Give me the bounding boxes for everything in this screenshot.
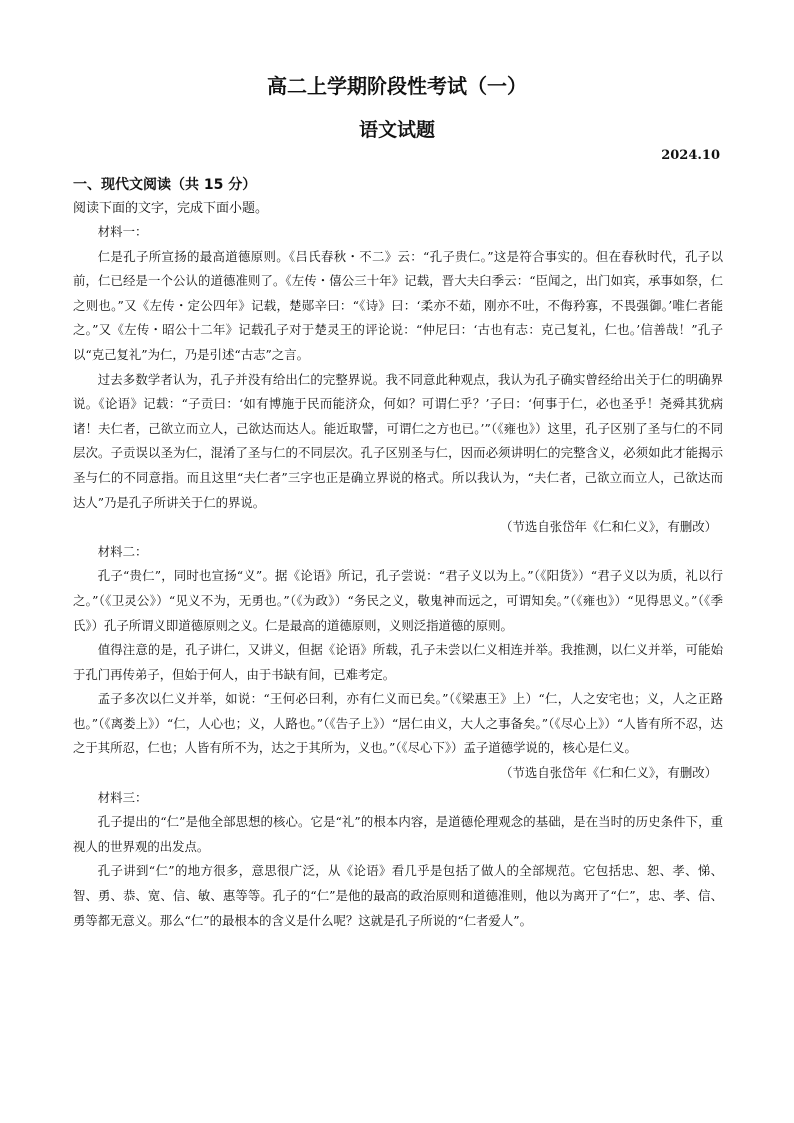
material-1-source: （节选自张岱年《仁和仁义》，有删改） <box>500 519 717 535</box>
section-heading: 一、现代文阅读（共 15 分） <box>73 177 257 193</box>
material-1-paragraph-2: 过去多数学者认为，孔子并没有给出仁的完整界说。我不同意此种观点，我认为孔子确实曾经给出关于仁的明确界说。《论语》记载：“子贡曰：‘如有博施于民而能济众，何如？可谓仁乎？’子曰：‘何事于仁，必也圣乎！尧舜其犹病诸！夫仁者，己欲立而立人，己欲达而达人。能近取譬，可谓仁之方也已。’”（《雍也》）这里，孔子区别了圣与仁的不同层次。子贡误以圣为仁，混淆了圣与仁的不同层次。孔子区别圣与仁，因而必须讲明仁的完整含义，必须如此才能揭示圣与仁的不同意指。而且这里“夫仁者”三字也正是确立界说的格式。所以我认为，“夫仁者，己欲立而立人，己欲达而达人”乃是孔子所讲关于仁的界说。 <box>73 371 723 510</box>
material-2-paragraph-1: 孔子“贵仁”，同时也宣扬“义”。据《论语》所记，孔子尝说：“君子义以为上。”（《阳货》）“君子义以为质，礼以行之。”（《卫灵公》）“见义不为，无勇也。”（《为政》）“务民之义，敬鬼神而远之，可谓知矣。”（《雍也》）“见得思义。”（《季氏》）孔子所谓义即道德原则之义。仁是最高的道德原则，义则泛指道德的原则。 <box>73 568 723 633</box>
material-1-label: 材料一： <box>97 224 148 239</box>
material-2-paragraph-3: 孟子多次以仁义并举，如说：“王何必曰利，亦有仁义而已矣。”（《梁惠王》上）“仁，人之安宅也；义，人之正路也。”（《离娄上》）“仁，人心也；义，人路也。”（《告子上》）“居仁由义，大人之事备矣。”（《尽心上》）“人皆有所不忍，达之于其所忍，仁也；人皆有所不为，达之于其所为，义也。”（《尽心下》）孟子道德学说的，核心是仁义。 <box>73 691 723 756</box>
section-instructions: 阅读下面的文字，完成下面小题。 <box>73 201 269 216</box>
material-2-paragraph-2: 值得注意的是，孔子讲仁，又讲义，但据《论语》所载，孔子未尝以仁义相连并举。我推测，以仁义并举，可能始于孔门再传弟子，但始于何人，由于书缺有间，已难考定。 <box>73 642 723 682</box>
material-3-paragraph-2: 孔子讲到“仁”的地方很多，意思很广泛，从《论语》看几乎是包括了做人的全部规范。它包括忠、恕、孝、悌、智、勇、恭、宽、信、敏、惠等等。孔子的“仁”是他的最高的政治原则和道德准则，他以为离开了“仁”，忠、孝、信、勇等都无意义。那么“仁”的最根本的含义是什么呢？这就是孔子所说的“仁者爱人”。 <box>73 863 723 928</box>
exam-title: 高二上学期阶段性考试（一） <box>267 74 527 98</box>
reading-passage <box>73 220 723 933</box>
exam-subtitle: 语文试题 <box>358 119 435 141</box>
material-2-source: （节选自张岱年《仁和仁义》，有删改） <box>500 765 717 781</box>
material-2-label: 材料二： <box>97 543 148 559</box>
exam-date: 2024.10 <box>661 148 720 163</box>
material-3-label: 材料三： <box>97 789 148 805</box>
material-1-paragraph-1: 仁是孔子所宣扬的最高道德原则。《吕氏春秋・不二》云：“孔子贵仁。”这是符合事实的。但在春秋时代，孔子以前，仁已经是一个公认的道德准则了。《左传・僖公三十年》记载，晋大夫臼季云：“臣闻之，出门如宾，承事如祭，仁之则也。”又《左传・定公四年》记载，楚郧辛曰：“《诗》曰：‘柔亦不茹，刚亦不吐，不侮矜寡，不畏强御。’唯仁者能之。”又《左传・昭公十二年》记载孔子对于楚灵王的评论说：“仲尼曰：‘古也有志：克己复礼，仁也。’信善哉！”孔子以“克己复礼”为仁，乃是引述“古志”之言。 <box>73 248 723 362</box>
material-3-paragraph-1: 孔子提出的“仁”是他全部思想的核心。它是“礼”的根本内容，是道德伦理观念的基础，是在当时的历史条件下，重视人的世界观的出发点。 <box>73 814 723 854</box>
